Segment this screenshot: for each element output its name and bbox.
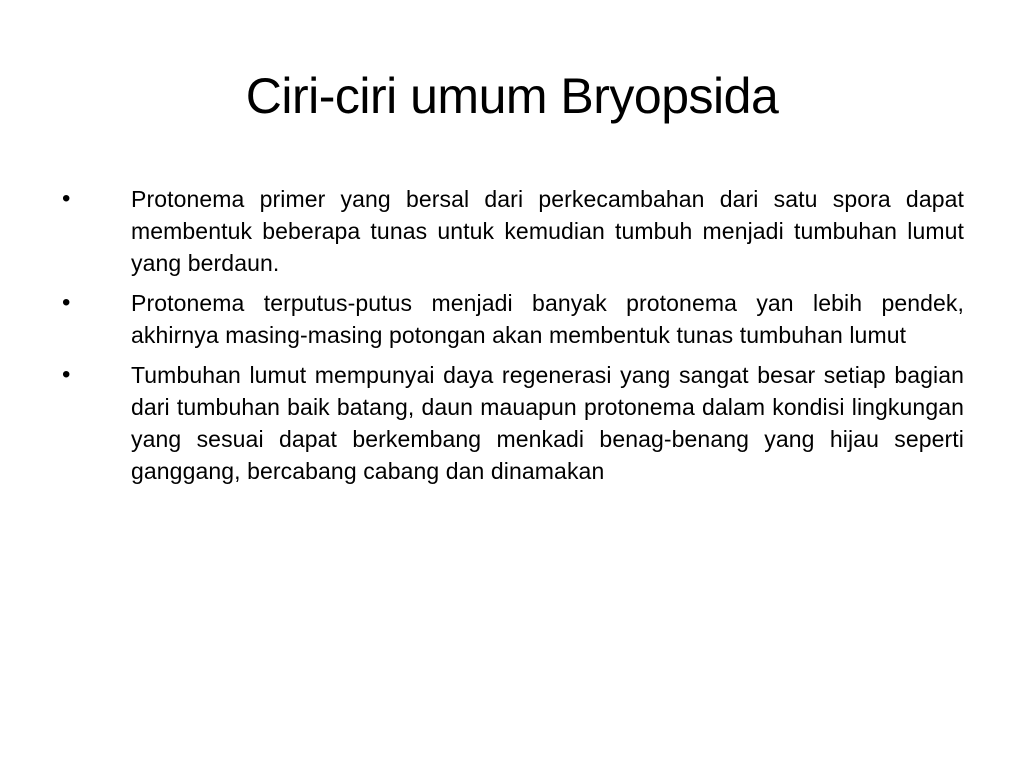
bullet-text: Protonema terputus-putus menjadi banyak protonema yan lebih pendek, akhirnya masing-masing potongan akan membentuk tunas tumbuhan lumut	[131, 290, 964, 348]
bullet-text: Tumbuhan lumut mempunyai daya regenerasi yang sangat besar setiap bagian dari tumbuhan baik batang, daun mauapun protonema dalam kondisi lingkungan yang sesuai dapat berkembang menkadi benag-benang yang hijau seperti ganggang, bercabang cabang dan dinamakan	[131, 362, 964, 484]
list-item	[62, 287, 964, 351]
bullet-icon: •	[62, 185, 71, 212]
bullet-list	[62, 183, 964, 495]
slide-title: Ciri-ciri umum Bryopsida	[245, 68, 779, 124]
bullet-text: Protonema primer yang bersal dari perkecambahan dari satu spora dapat membentuk beberapa tunas untuk kemudian tumbuh menjadi tumbuhan lumut yang berdaun.	[131, 186, 964, 276]
list-item	[62, 183, 964, 279]
bullet-icon: •	[62, 289, 71, 316]
bullet-icon: •	[62, 361, 71, 388]
list-item	[62, 359, 964, 487]
